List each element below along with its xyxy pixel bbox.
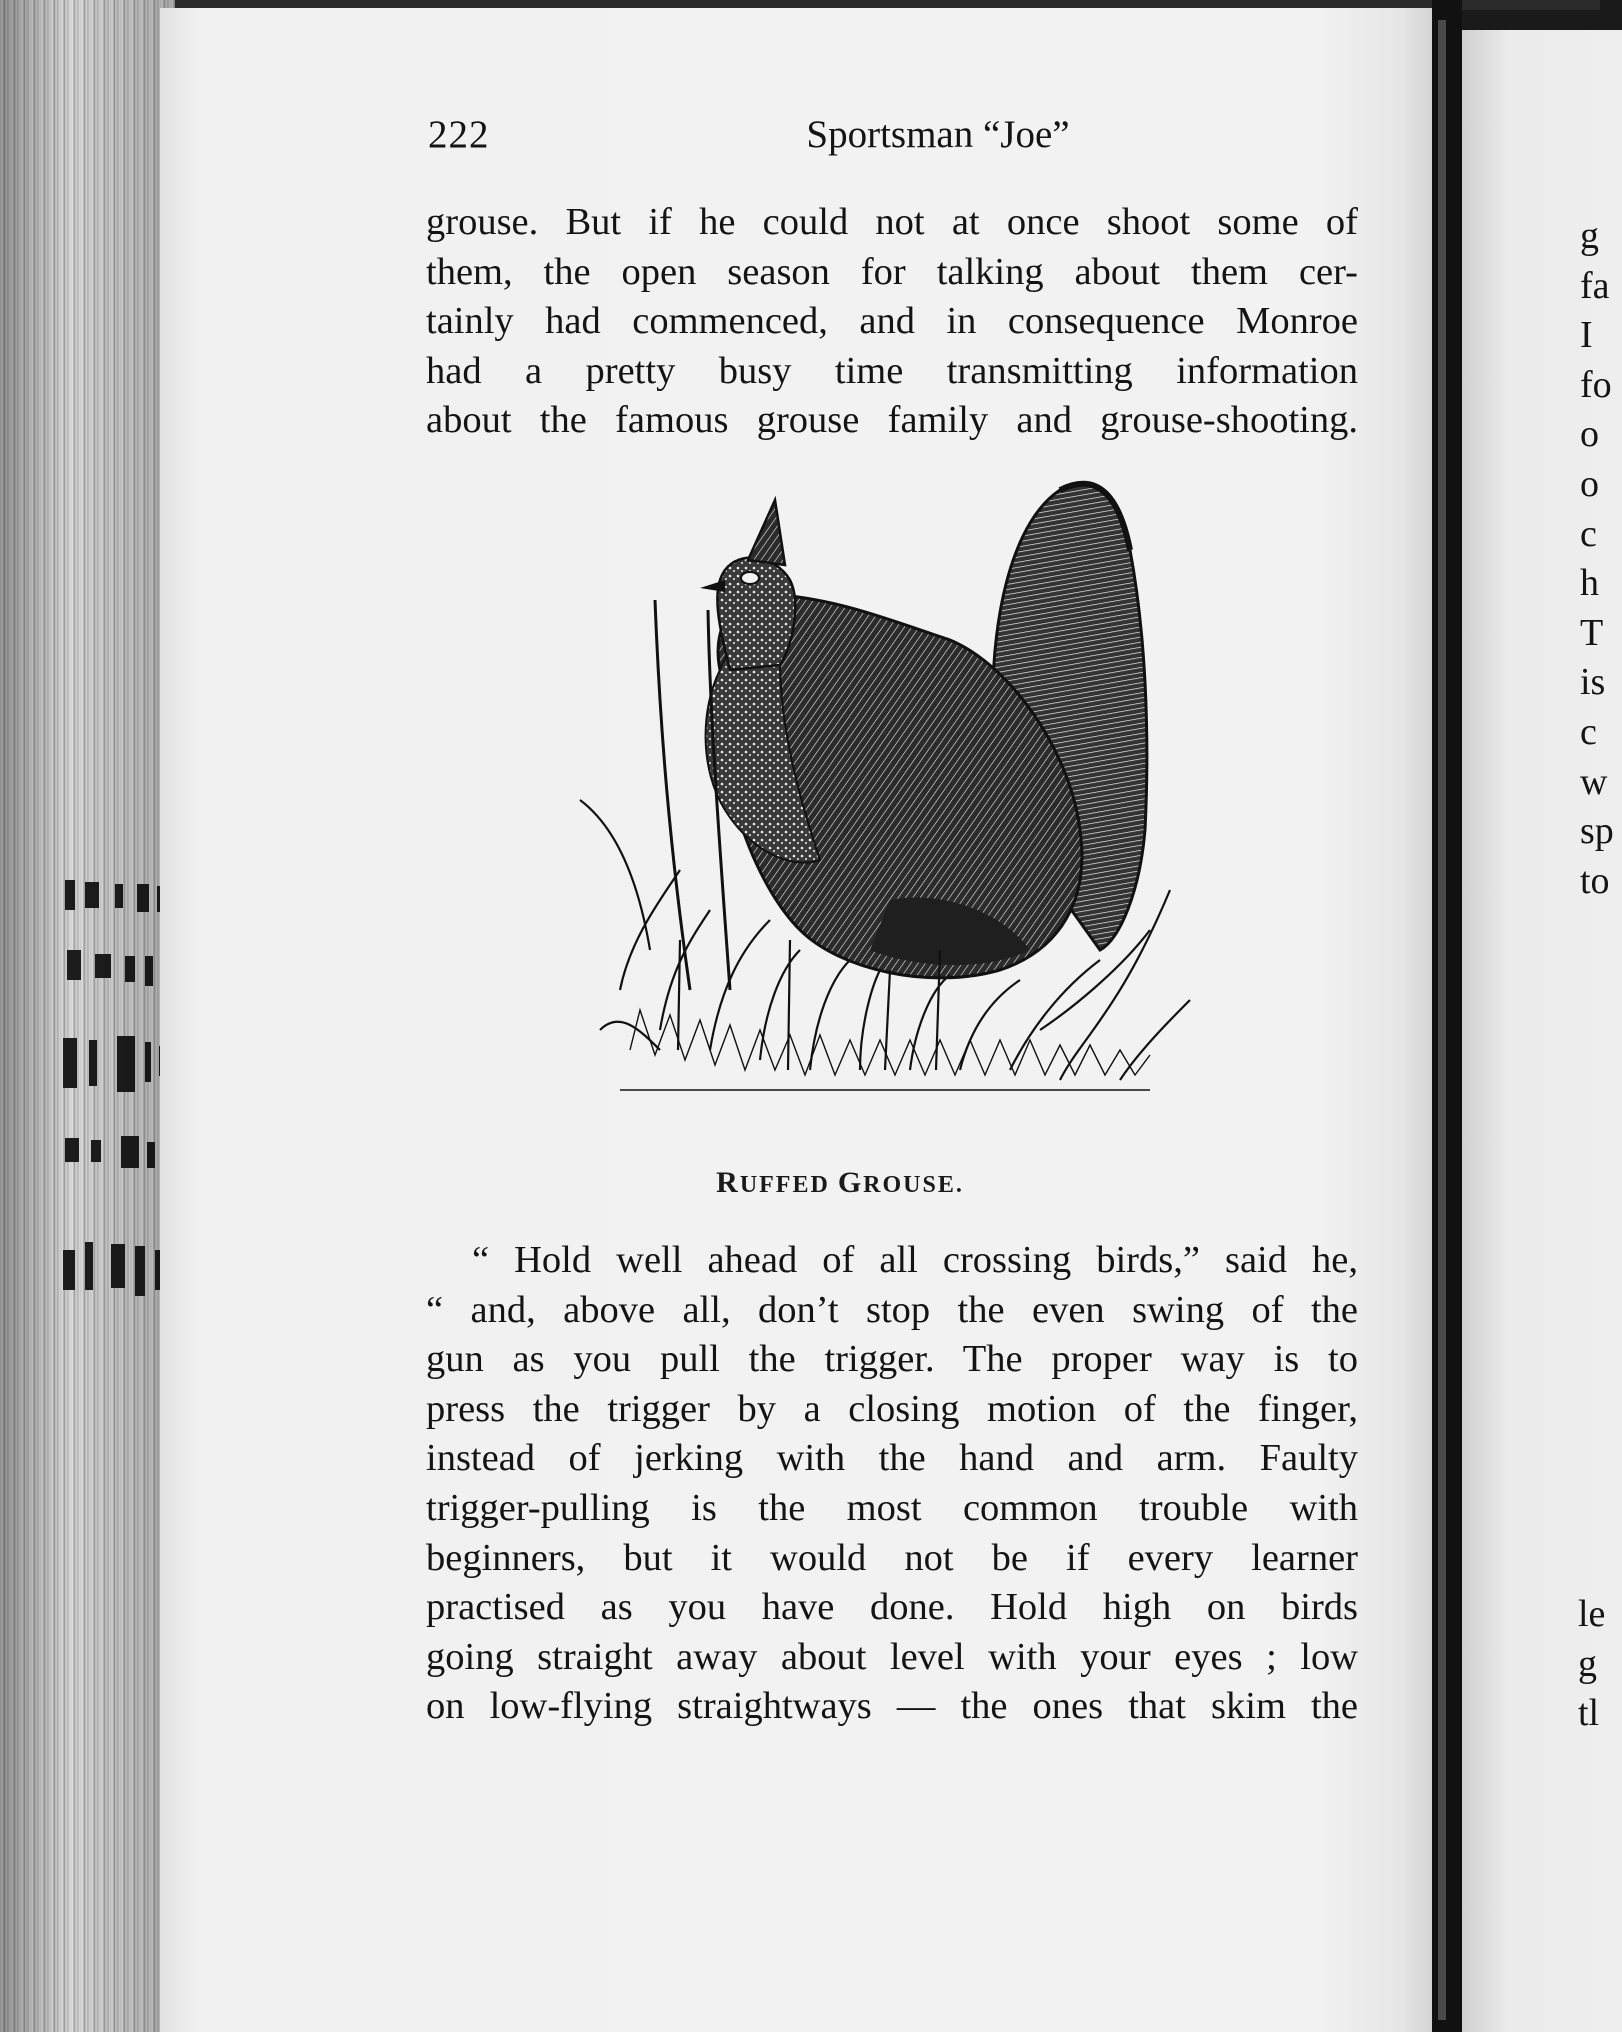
text-line: trigger-pulling is the most common trouble with xyxy=(426,1486,1358,1529)
book-gutter xyxy=(1432,0,1462,2032)
text-line: beginners, but it would not be if every learner xyxy=(426,1536,1358,1579)
text-fragment: o xyxy=(1580,413,1599,456)
caption-word: UFFED xyxy=(739,1172,830,1198)
text-line: going straight away about level with your eyes ; low xyxy=(426,1635,1358,1678)
caption-initial: R xyxy=(716,1166,740,1199)
running-head xyxy=(428,112,1358,162)
text-fragment: w xyxy=(1580,760,1608,803)
text-line: had a pretty busy time transmitting information xyxy=(426,349,1358,392)
text-line: press the trigger by a closing motion of the finger, xyxy=(426,1387,1358,1430)
text-fragment: fo xyxy=(1580,363,1612,406)
text-fragment: fa xyxy=(1580,264,1610,307)
text-fragment: tl xyxy=(1578,1692,1600,1735)
figure-caption xyxy=(600,1166,1080,1200)
text-fragment: sp xyxy=(1580,810,1614,853)
text-fragment: g xyxy=(1578,1642,1597,1685)
text-fragment: c xyxy=(1580,512,1597,555)
text-fragment: o xyxy=(1580,462,1599,505)
text-fragment: h xyxy=(1580,562,1599,605)
running-title: Sportsman “Joe” xyxy=(806,113,1070,156)
opposite-page-text-upper xyxy=(1580,212,1620,906)
paragraph-2 xyxy=(426,1236,1358,1732)
text-fragment: I xyxy=(1580,314,1593,357)
text-fragment: to xyxy=(1580,859,1610,902)
text-line: practised as you have done. Hold high on birds xyxy=(426,1586,1358,1629)
ruffed-grouse-illustration xyxy=(560,470,1220,1160)
text-fragment: T xyxy=(1580,611,1604,654)
opposite-page-text-lower xyxy=(1578,1590,1618,1739)
text-line: gun as you pull the trigger. The proper way is to xyxy=(426,1338,1358,1381)
text-fragment: c xyxy=(1580,710,1597,753)
text-line: instead of jerking with the hand and arm. Faulty xyxy=(426,1437,1358,1480)
text-line: “ and, above all, don’t stop the even swing of the xyxy=(426,1288,1358,1331)
page-edges xyxy=(0,0,175,2032)
gutter-highlight xyxy=(1438,20,1446,2020)
edge-marks xyxy=(55,870,175,1330)
page-number: 222 xyxy=(428,113,490,156)
text-fragment: g xyxy=(1580,215,1599,257)
text-line: on low-flying straightways — the ones that skim the xyxy=(426,1685,1358,1728)
text-line: about the famous grouse family and grouse-shooting. xyxy=(426,399,1358,442)
caption-initial: G xyxy=(837,1166,864,1199)
text-line: them, the open season for talking about them cer- xyxy=(426,250,1358,293)
caption-word: ROUSE. xyxy=(863,1172,964,1198)
text-line: tainly had commenced, and in consequence Monroe xyxy=(426,300,1358,343)
text-line: grouse. But if he could not at once shoot some of xyxy=(426,201,1358,243)
text-fragment: is xyxy=(1580,661,1606,704)
paragraph-1 xyxy=(426,198,1358,446)
text-fragment: le xyxy=(1578,1593,1606,1635)
text-line: “ Hold well ahead of all crossing birds,” said he, xyxy=(472,1239,1358,1281)
